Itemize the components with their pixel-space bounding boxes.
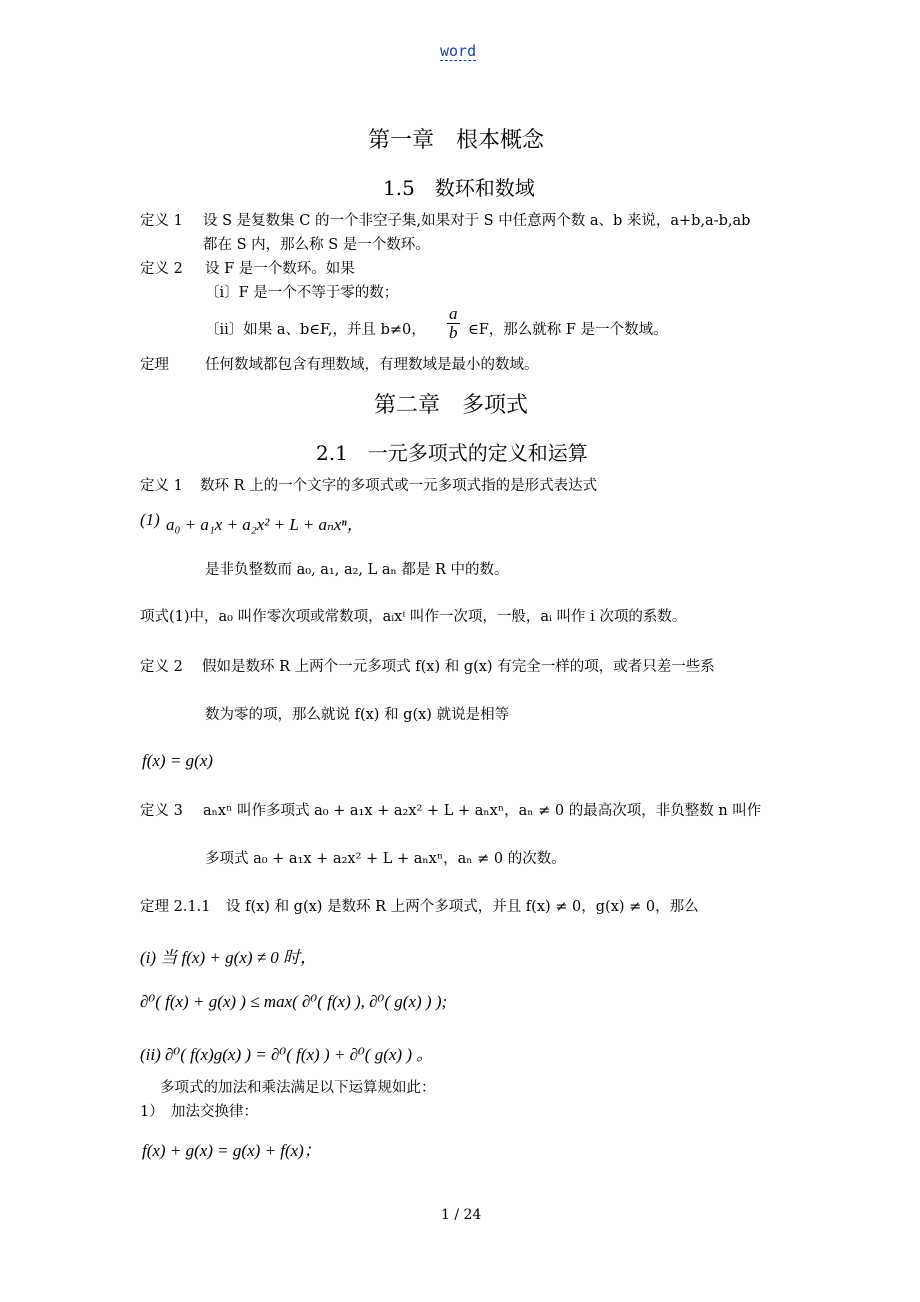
header-word-link[interactable]: word	[440, 42, 477, 60]
ch1-def2-label: 定义 2	[140, 261, 183, 277]
ch2-def2-text: 假如是数环 R 上两个一元多项式 f(x) 和 g(x) 有完全一样的项，或者只差一些系	[202, 659, 715, 675]
ch2-nonneg-text: 是非负整数而 a₀, a₁, a₂, L aₙ 都是 R 中的数。	[205, 562, 509, 578]
chapter-1-title: 第一章 根本概念	[368, 128, 545, 153]
poly-expression: a₀ + a₁x + a₂x² + L + aₙxⁿ，	[166, 515, 364, 534]
ch1-def2-condition-ii-b: ∈F，那么就称 F 是一个数域。	[468, 322, 668, 338]
poly-label: (1)	[140, 510, 160, 529]
ch1-def2-condition-i: 〔i〕F 是一个不等于零的数；	[205, 285, 399, 301]
ch2-def3-label: 定义 3	[140, 803, 183, 819]
ch2-def3-text2: 多项式 a₀ + a₁x + a₂x² + L + aₙxⁿ，aₙ ≠ 0 的次数。	[205, 851, 566, 867]
ch1-theorem-text: 任何数域都包含有理数域，有理数域是最小的数域。	[205, 357, 539, 373]
page-number: 1 / 24	[441, 1207, 482, 1223]
ch2-def3-text: aₙxⁿ 叫作多项式 a₀ + a₁x + a₂x² + L + aₙxⁿ，aₙ ≠ 0 的最高次项，非负整数 n 叫作	[203, 803, 762, 819]
ch2-rule-1-label: 1） 加法交换律：	[140, 1104, 258, 1120]
ch2-rules-intro: 多项式的加法和乘法满足以下运算规如此：	[160, 1080, 436, 1096]
ch2-theorem-text: 设 f(x) 和 g(x) 是数环 R 上两个多项式，并且 f(x) ≠ 0，g(x) ≠ 0，那么	[226, 899, 699, 915]
ch1-def1-text: 设 S 是复数集 C 的一个非空子集,如果对于 S 中任意两个数 a、b 来说，a+b,a-b,ab	[203, 213, 751, 229]
theorem-case-i: (i) 当 f(x) + g(x) ≠ 0 时，	[140, 948, 318, 967]
commutative-law-equation: f(x) + g(x) = g(x) + f(x)；	[142, 1141, 321, 1160]
degree-product-equality: (ii) ∂⁰( f(x)g(x) ) = ∂⁰( f(x) ) + ∂⁰( g(x) ) 。	[140, 1045, 434, 1064]
fraction-denominator: b	[449, 323, 458, 342]
ch1-def2-condition-ii-a: 〔ii〕如果 a、b∈F,，并且 b≠0，	[205, 322, 426, 338]
fraction-a-over-b	[447, 305, 460, 342]
section-2-1-title: 2.1 一元多项式的定义和运算	[316, 441, 588, 465]
ch1-def1-text2: 都在 S 内，那么称 S 是一个数环。	[203, 237, 430, 253]
chapter-2-title: 第二章 多项式	[374, 393, 529, 418]
section-1-5-title: 1.5 数环和数域	[383, 176, 535, 200]
fraction-numerator: a	[449, 304, 458, 323]
degree-sum-inequality: ∂⁰( f(x) + g(x) ) ≤ max( ∂⁰( f(x) ), ∂⁰( g(x) ) );	[140, 992, 448, 1011]
ch2-def2-text2: 数为零的项，那么就说 f(x) 和 g(x) 就说是相等	[205, 707, 510, 723]
ch2-def1-label: 定义 1	[140, 478, 183, 494]
ch2-def2-label: 定义 2	[140, 659, 183, 675]
ch1-def1-label: 定义 1	[140, 213, 183, 229]
ch1-theorem-label: 定理	[140, 357, 169, 373]
ch2-theorem-label: 定理 2.1.1	[140, 899, 211, 915]
equation-f-equals-g: f(x) = g(x)	[142, 751, 213, 770]
ch2-def1-text: 数环 R 上的一个文字的多项式或一元多项式指的是形式表达式	[200, 478, 598, 494]
ch1-def2-text: 设 F 是一个数环。如果	[205, 261, 355, 277]
ch2-terms-text: 项式(1)中，a₀ 叫作零次项或常数项，aᵢxⁱ 叫作一次项，一般，aᵢ 叫作 i 次项的系数。	[140, 609, 687, 625]
